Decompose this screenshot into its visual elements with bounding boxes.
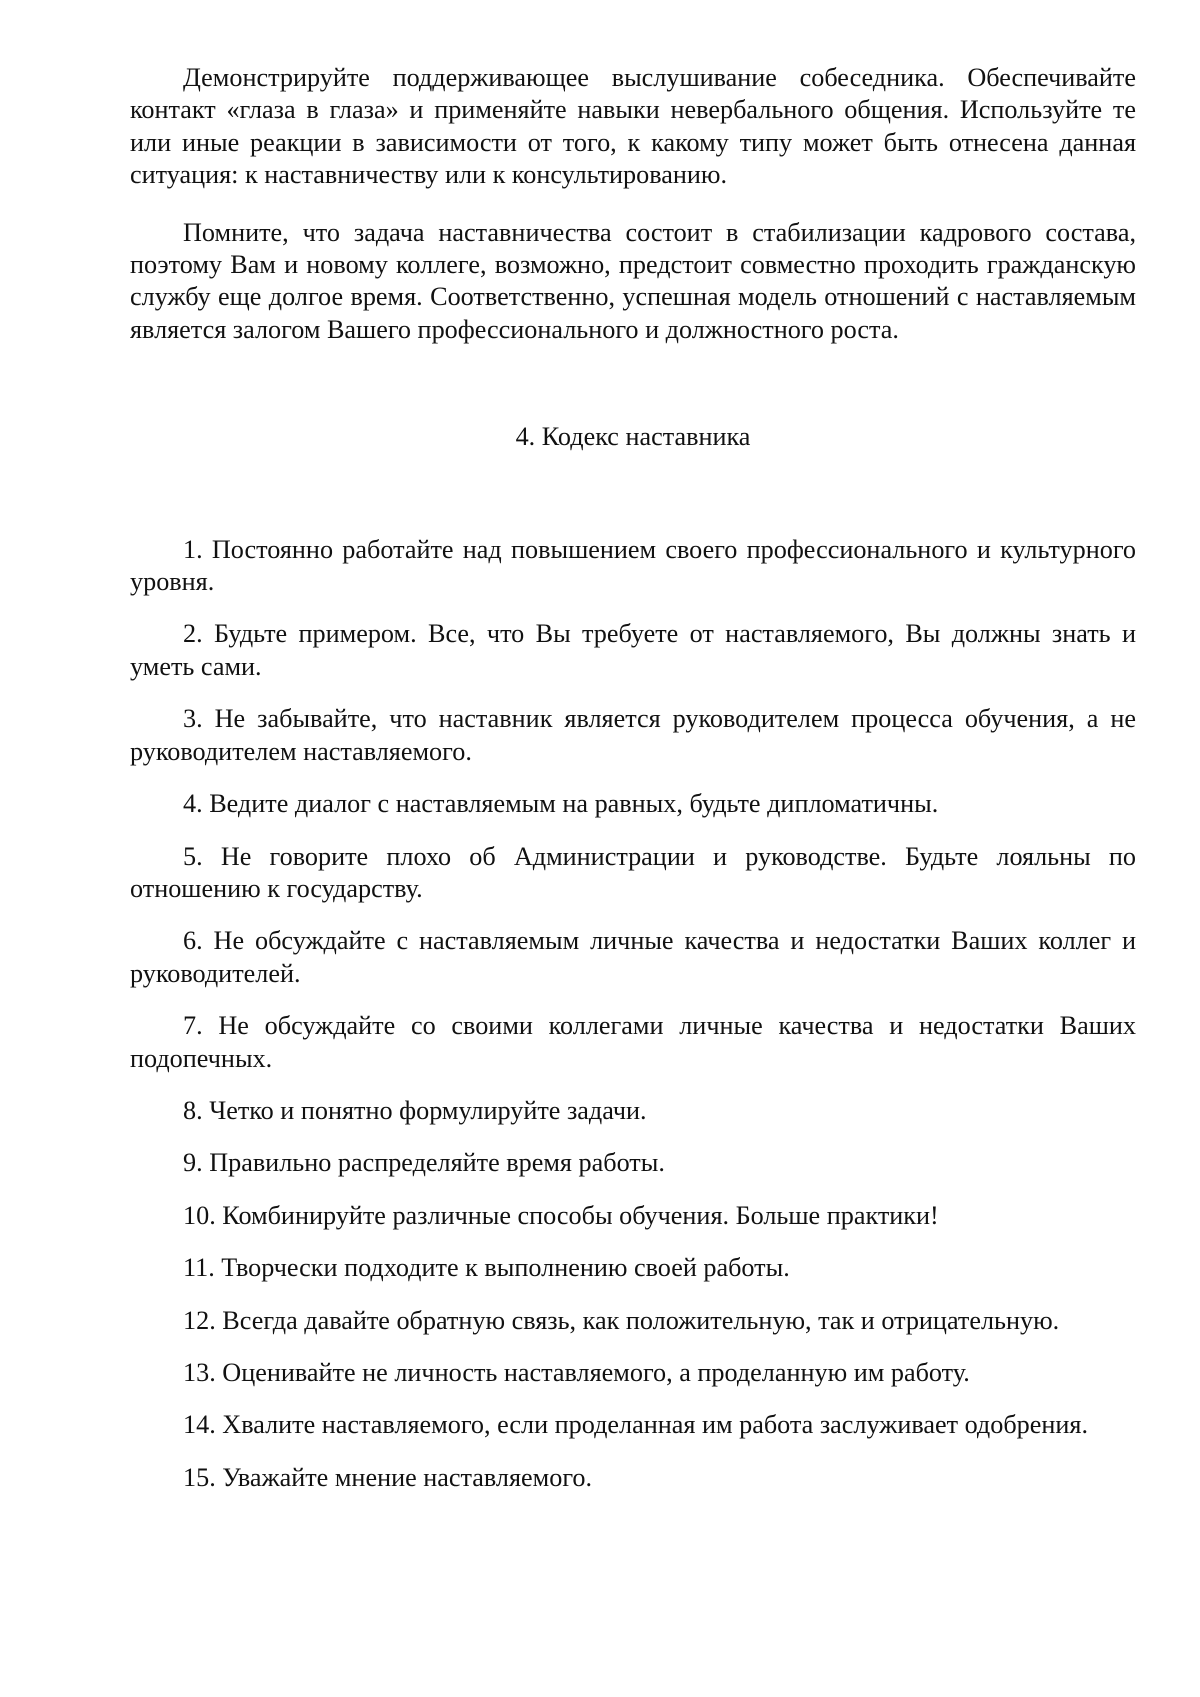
section-heading: 4. Кодекс наставника [515, 422, 751, 452]
intro-paragraph-2: Помните, что задача наставничества состоит в стабилизации кадрового состава, поэтому Вам и новому коллеге, возможно, предстоит совместно проходить гражданскую службу еще долгое время. Соответственно, успешная модель отношений с наставляемым является залогом Вашего профессионального и должностного роста. [130, 217, 1136, 344]
code-item-10: 10. Комбинируйте различные способы обучения. Больше практики! [183, 1200, 939, 1230]
code-item-2: 2. Будьте примером. Все, что Вы требуете от наставляемого, Вы должны знать и уметь сами. [130, 619, 1136, 681]
code-item-9: 9. Правильно распределяйте время работы. [183, 1148, 665, 1178]
code-item-12: 12. Всегда давайте обратную связь, как положительную, так и отрицательную. [183, 1305, 1060, 1335]
intro-paragraph-1: Демонстрируйте поддерживающее выслушивание собеседника. Обеспечивайте контакт «глаза в глаза» и применяйте навыки невербального общения. Используйте те или иные реакции в зависимости от того, к какому типу может быть отнесена данная ситуация: к наставничеству или к консультированию. [130, 63, 1136, 190]
code-item-11: 11. Творчески подходите к выполнению своей работы. [183, 1253, 790, 1283]
code-item-7: 7. Не обсуждайте со своими коллегами личные качества и недостатки Ваших подопечных. [130, 1011, 1136, 1073]
code-item-14: 14. Хвалите наставляемого, если проделанная им работа заслуживает одобрения. [183, 1410, 1089, 1440]
code-item-3: 3. Не забывайте, что наставник является руководителем процесса обучения, а не руководителем наставляемого. [130, 704, 1136, 766]
document-page [130, 62, 1136, 1514]
code-item-8: 8. Четко и понятно формулируйте задачи. [183, 1095, 647, 1125]
intro-section [130, 62, 1136, 346]
mentor-code-list [130, 534, 1136, 1495]
code-item-5: 5. Не говорите плохо об Администрации и руководстве. Будьте лояльны по отношению к государству. [130, 841, 1136, 903]
code-item-4: 4. Ведите диалог с наставляемым на равных, будьте дипломатичны. [183, 789, 939, 819]
code-item-15: 15. Уважайте мнение наставляемого. [183, 1462, 593, 1492]
code-item-13: 13. Оценивайте не личность наставляемого, а проделанную им работу. [183, 1357, 970, 1387]
code-item-1: 1. Постоянно работайте над повышением своего профессионального и культурного уровня. [130, 534, 1136, 597]
code-item-6: 6. Не обсуждайте с наставляемым личные качества и недостатки Ваших коллег и руководителей. [130, 926, 1136, 988]
